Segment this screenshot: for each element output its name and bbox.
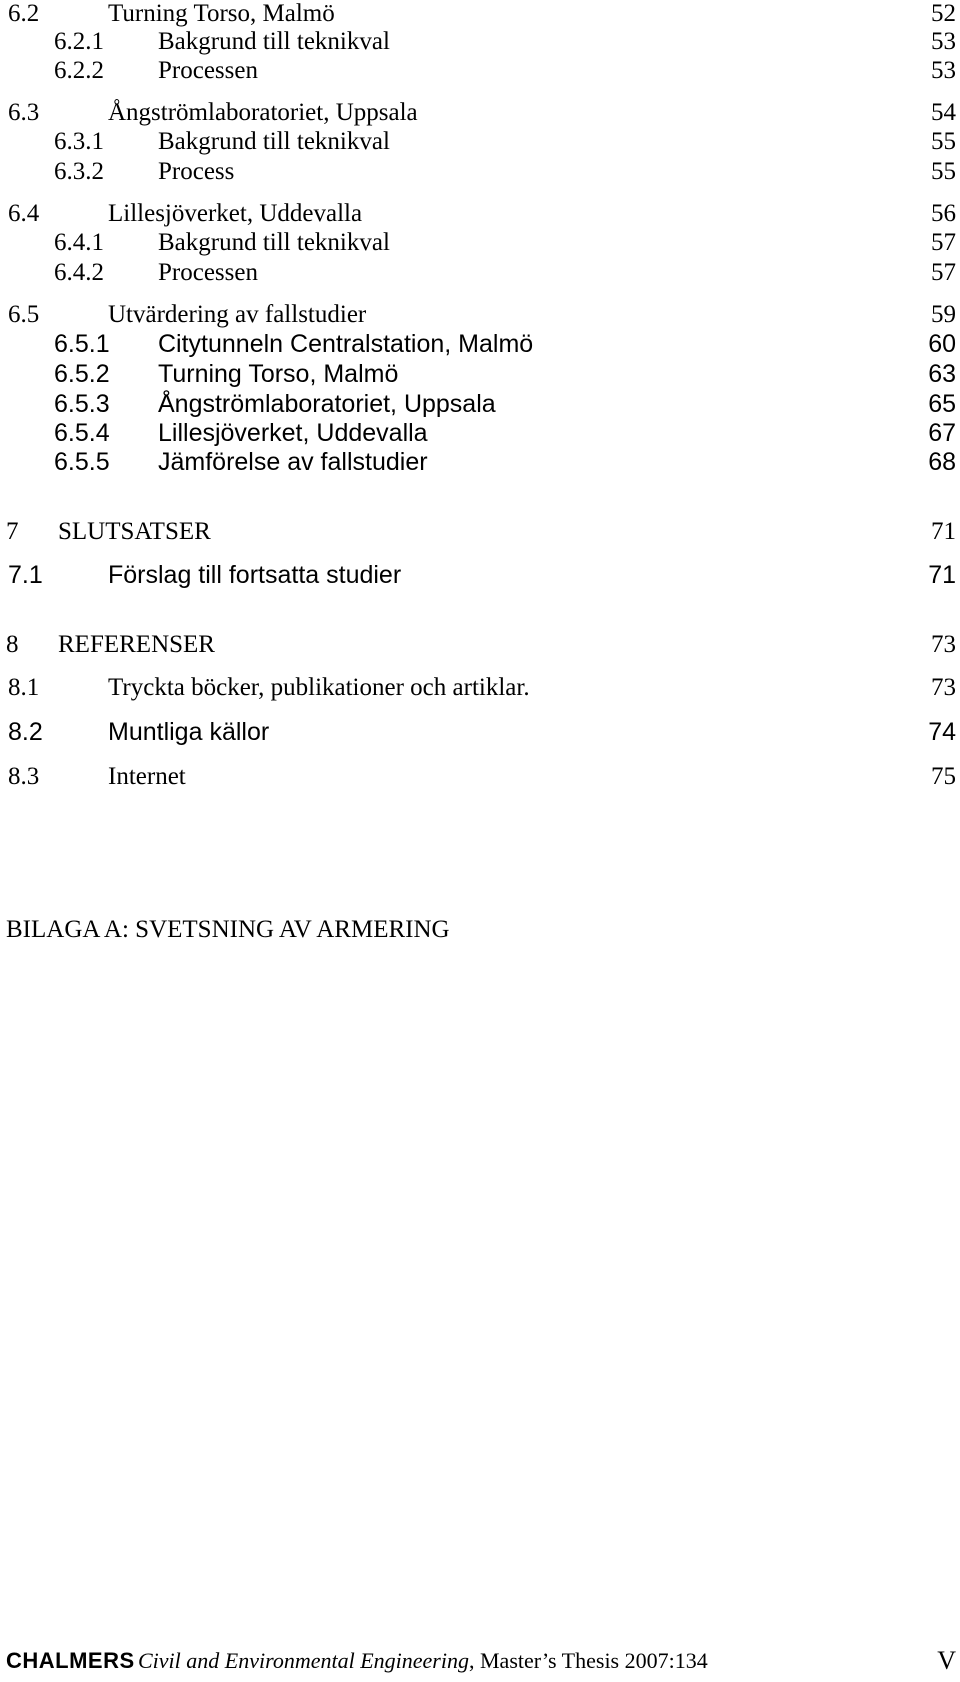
toc-number: 6.5.5 (54, 448, 110, 476)
toc-title: Utvärdering av fallstudier (108, 301, 367, 328)
toc-entry-6-5-5[interactable] (0, 442, 960, 482)
toc-number: 6.5.4 (54, 419, 110, 447)
toc-number: 6.2.1 (54, 28, 104, 55)
toc-entry-7[interactable] (0, 512, 960, 552)
toc-page: 53 (931, 28, 956, 55)
toc-page: 71 (928, 561, 956, 589)
toc-page: 54 (931, 99, 956, 126)
toc-title: Bakgrund till teknikval (158, 128, 390, 155)
toc-page: 56 (931, 200, 956, 227)
footer-department: Civil and Environmental Engineering (138, 1648, 469, 1673)
footer-brand: CHALMERS (6, 1648, 135, 1673)
toc-title: Bakgrund till teknikval (158, 28, 390, 55)
toc-entry-6-3-2[interactable] (0, 152, 960, 192)
toc-title: Internet (108, 763, 186, 790)
toc-number: 6.4.2 (54, 259, 104, 286)
toc-number: 6.3.1 (54, 128, 104, 155)
toc-page: 73 (931, 631, 956, 658)
toc-page: 52 (931, 0, 956, 27)
toc-page: 57 (931, 259, 956, 286)
toc-page: 63 (928, 360, 956, 388)
toc-title: Process (158, 158, 235, 185)
toc-title: Bakgrund till teknikval (158, 229, 390, 256)
toc-number: 6.3 (8, 99, 40, 126)
toc-entry-7-1[interactable] (0, 555, 960, 595)
toc-number: 8 (6, 631, 19, 658)
toc-page: 57 (931, 229, 956, 256)
toc-page: 65 (928, 390, 956, 418)
toc-number: 6.5.1 (54, 330, 110, 358)
toc-title: Lillesjöverket, Uddevalla (108, 200, 363, 227)
toc-title: Turning Torso, Malmö (108, 0, 335, 27)
toc-page: 67 (928, 419, 956, 447)
toc-number: 6.5.2 (54, 360, 110, 388)
toc-entry-6-2-2[interactable] (0, 51, 960, 91)
toc-number: 7 (6, 518, 19, 545)
toc-title: Processen (158, 57, 258, 84)
toc-number: 6.2.2 (54, 57, 104, 84)
toc-title: Ångströmlaboratoriet, Uppsala (108, 99, 418, 126)
page-footer (0, 1644, 960, 1678)
footer-page-number: V (937, 1646, 956, 1675)
toc-title: Processen (158, 259, 258, 286)
toc-number: 6.5.3 (54, 390, 110, 418)
toc-appendix-a[interactable]: BILAGA A: SVETSNING AV ARMERING (6, 916, 450, 943)
toc-page: 73 (931, 674, 956, 701)
toc-entry-8-1[interactable] (0, 668, 960, 708)
toc-title: Lillesjöverket, Uddevalla (158, 419, 428, 447)
toc-number: 8.2 (8, 718, 43, 746)
toc-title: Jämförelse av fallstudier (158, 448, 428, 476)
toc-title: Förslag till fortsatta studier (108, 561, 402, 589)
toc-entry-6-4-2[interactable] (0, 253, 960, 293)
toc-page: 60 (928, 330, 956, 358)
toc-number: 6.3.2 (54, 158, 104, 185)
footer-thesis-id: , Master’s Thesis 2007:134 (469, 1648, 708, 1673)
toc-number: 6.2 (8, 0, 40, 27)
toc-title: Citytunneln Centralstation, Malmö (158, 330, 534, 358)
toc-page: 71 (931, 518, 956, 545)
toc-page: 55 (931, 158, 956, 185)
toc-title: Ångströmlaboratoriet, Uppsala (158, 390, 496, 418)
toc-title: SLUTSATSER (58, 518, 211, 545)
toc-entry-8-2[interactable] (0, 712, 960, 752)
toc-title: Muntliga källor (108, 718, 270, 746)
toc-number: 6.4.1 (54, 229, 104, 256)
toc-page: 55 (931, 128, 956, 155)
toc-number: 8.3 (8, 763, 40, 790)
toc-number: 6.4 (8, 200, 40, 227)
toc-entry-8[interactable] (0, 625, 960, 665)
toc-page: 53 (931, 57, 956, 84)
toc-title: Tryckta böcker, publikationer och artiklar. (108, 674, 530, 701)
toc-page: 74 (928, 718, 956, 746)
toc-number: 6.5 (8, 301, 40, 328)
toc-number: 7.1 (8, 561, 43, 589)
toc-entry-8-3[interactable] (0, 757, 960, 797)
toc-page: 68 (928, 448, 956, 476)
toc-title: Turning Torso, Malmö (158, 360, 399, 388)
toc-page: 59 (931, 301, 956, 328)
toc-title: REFERENSER (58, 631, 215, 658)
toc-page: 75 (931, 763, 956, 790)
toc-number: 8.1 (8, 674, 40, 701)
